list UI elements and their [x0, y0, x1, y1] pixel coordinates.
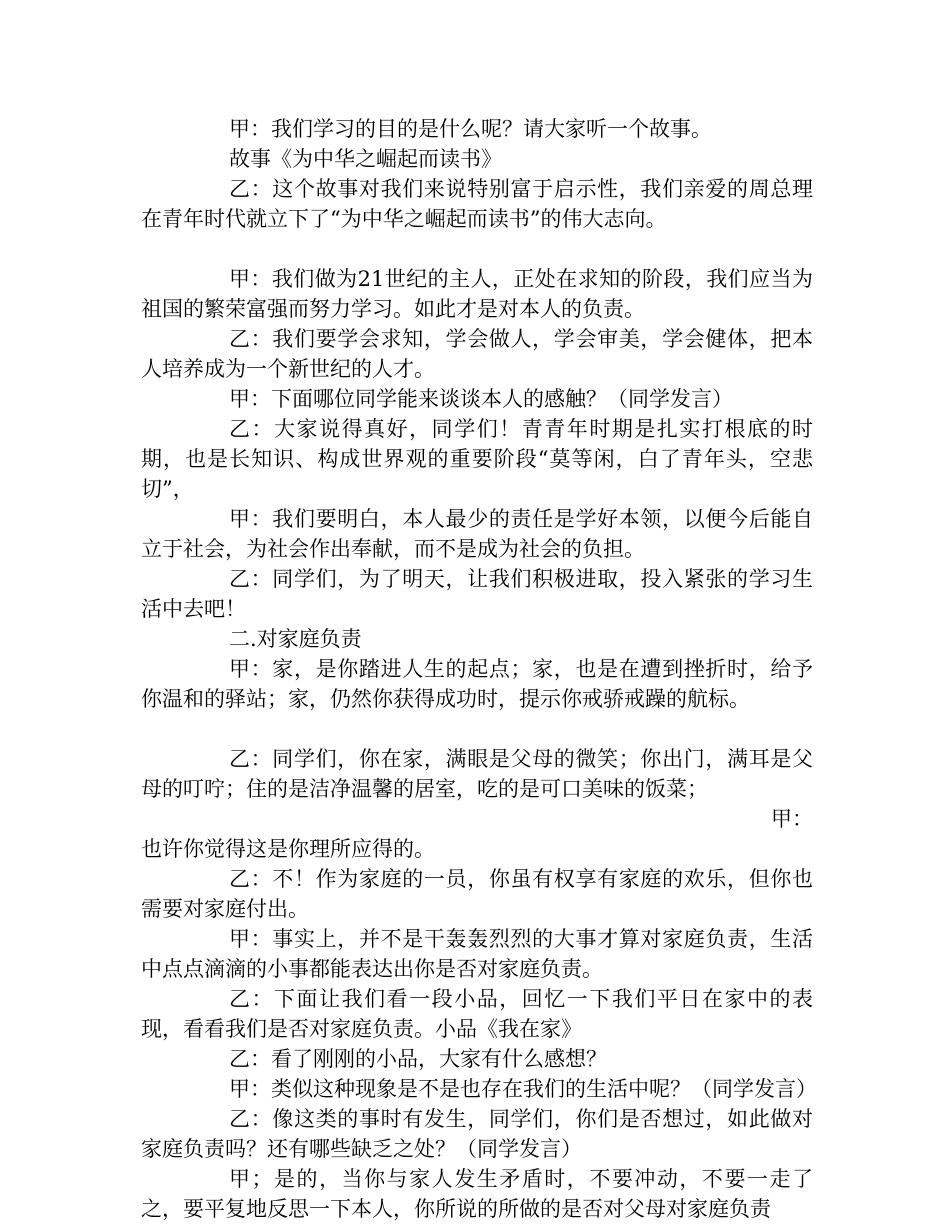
paragraph: 乙：下面让我们看一段小品，回忆一下我们平日在家中的表现，看看我们是否对家庭负责。小品《我在家》	[141, 987, 813, 1041]
paragraph: 甲：家，是你踏进人生的起点；家，也是在遭到挫折时，给予你温和的驿站；家，仍然你获得成功时，提示你戒骄戒躁的航标。	[141, 657, 813, 711]
paragraph: 乙：看了刚刚的小品，大家有什么感想？	[229, 1047, 607, 1071]
paragraph: 甲：下面哪位同学能来谈谈本人的感触？（同学发言）	[229, 387, 733, 411]
paragraph: 乙：我们要学会求知，学会做人，学会审美，学会健体，把本人培养成为一个新世纪的人才。	[141, 327, 813, 381]
paragraph: 乙：不！作为家庭的一员，你虽有权享有家庭的欢乐，但你也需要对家庭付出。	[141, 867, 813, 921]
paragraph: 乙：同学们，你在家，满眼是父母的微笑；你出门，满耳是父母的叮咛；住的是洁净温馨的居室，吃的是可口美味的饭菜；	[141, 747, 813, 801]
paragraph: 甲：类似这种现象是不是也存在我们的生活中呢？（同学发言）	[229, 1077, 817, 1101]
paragraph-continuation: 也许你觉得这是你理所应得的。	[141, 837, 435, 861]
document-body	[141, 114, 817, 1224]
paragraph: 甲：我们要明白，本人最少的责任是学好本领，以便今后能自立于社会，为社会作出奉献，而不是成为社会的负担。	[141, 507, 813, 561]
paragraph: 乙：像这类的事时有发生，同学们，你们是否想过，如此做对家庭负责吗？还有哪些缺乏之处？（同学发言）	[141, 1107, 813, 1161]
speaker-label: 甲：	[771, 807, 813, 831]
paragraph: 甲；是的，当你与家人发生矛盾时，不要冲动，不要一走了之，要平复地反思一下本人，你所说的所做的是否对父母对家庭负责	[141, 1167, 813, 1221]
paragraph: 乙：大家说得真好，同学们！青青年时期是扎实打根底的时期，也是长知识、构成世界观的重要阶段“莫等闲，白了青年头，空悲切”，	[141, 417, 813, 501]
section-heading: 二.对家庭负责	[229, 627, 362, 651]
paragraph: 乙：这个故事对我们来说特别富于启示性，我们亲爱的周总理在青年时代就立下了“为中华之崛起而读书”的伟大志向。	[141, 177, 813, 231]
paragraph: 乙：同学们，为了明天，让我们积极进取，投入紧张的学习生活中去吧！	[141, 567, 813, 621]
paragraph: 甲：我们学习的目的是什么呢？请大家听一个故事。	[229, 117, 712, 141]
story-title: 故事《为中华之崛起而读书》	[229, 147, 502, 171]
paragraph: 甲：事实上，并不是干轰轰烈烈的大事才算对家庭负责，生活中点点滴滴的小事都能表达出你是否对家庭负责。	[141, 927, 813, 981]
paragraph: 甲：我们做为21世纪的主人，正处在求知的阶段，我们应当为祖国的繁荣富强而努力学习。如此才是对本人的负责。	[141, 267, 813, 321]
